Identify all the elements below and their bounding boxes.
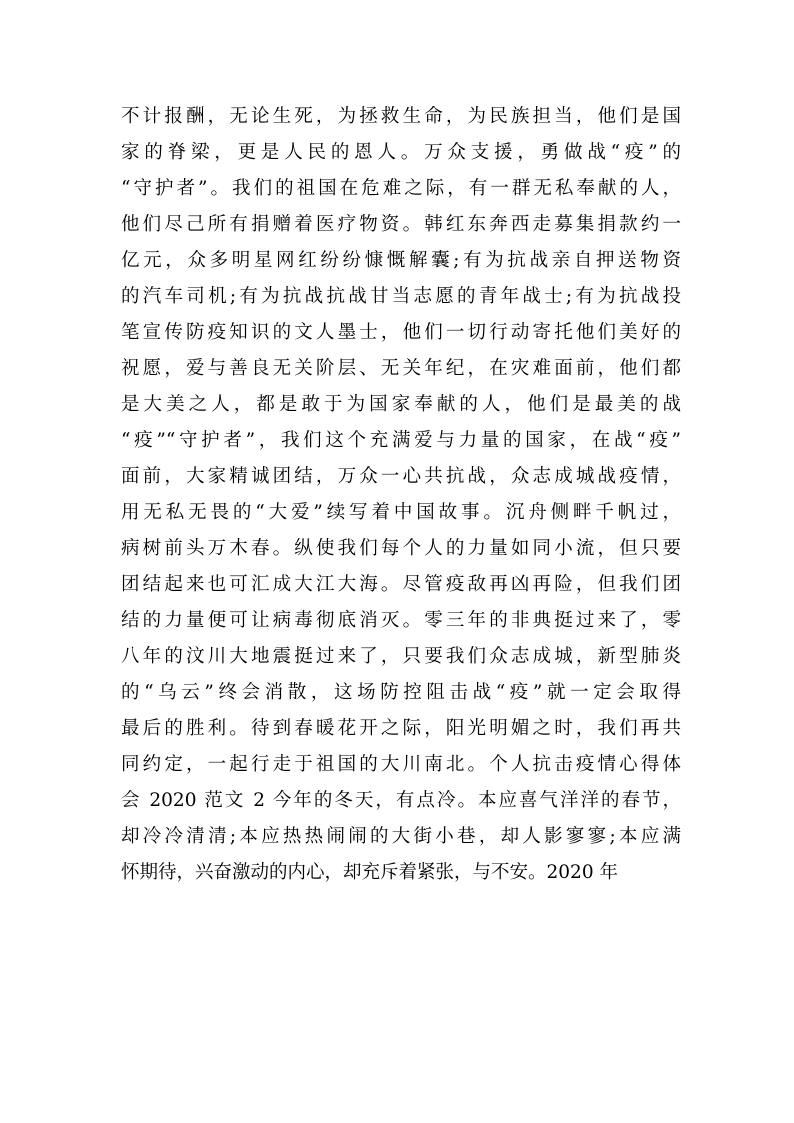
text-line: 亿元，众多明星网红纷纷慷慨解囊;有为抗战亲自押送物资 [121, 250, 681, 271]
text-line: 他们尽己所有捐赠着医疗物资。韩红东奔西走募集捐款约一 [121, 214, 681, 235]
text-line: 笔宣传防疫知识的文人墨士，他们一切行动寄托他们美好的 [121, 322, 681, 343]
text-line: 同约定，一起行走于祖国的大川南北。个人抗击疫情心得体 [121, 754, 681, 775]
text-line: “守护者”。我们的祖国在危难之际，有一群无私奉献的人， [121, 178, 681, 199]
text-line: 家的脊梁，更是人民的恩人。万众支援，勇做战“疫”的 [121, 142, 681, 163]
text-line: 结的力量便可让病毒彻底消灭。零三年的非典挺过来了，零 [121, 610, 681, 631]
text-line: 的汽车司机;有为抗战抗战甘当志愿的青年战士;有为抗战投 [121, 286, 681, 307]
text-line: 用无私无畏的“大爱”续写着中国故事。沉舟侧畔千帆过， [121, 502, 681, 523]
text-line: 的“乌云”终会消散，这场防控阻击战“疫”就一定会取得 [121, 682, 681, 703]
text-line: 祝愿，爱与善良无关阶层、无关年纪，在灾难面前，他们都 [121, 358, 681, 379]
text-line: 是大美之人，都是敢于为国家奉献的人，他们是最美的战 [121, 394, 681, 415]
text-line: 会 2020 范文 2 今年的冬天，有点冷。本应喜气洋洋的春节， [121, 790, 681, 811]
body-text [121, 99, 681, 891]
text-line: 八年的汶川大地震挺过来了，只要我们众志成城，新型肺炎 [121, 646, 681, 667]
text-line: 最后的胜利。待到春暖花开之际，阳光明媚之时，我们再共 [121, 718, 681, 739]
text-line: 病树前头万木春。纵使我们每个人的力量如同小流，但只要 [121, 538, 681, 559]
text-line: 不计报酬，无论生死，为拯救生命，为民族担当，他们是国 [121, 106, 681, 127]
text-line: “疫”“守护者”，我们这个充满爱与力量的国家，在战“疫” [121, 430, 681, 451]
text-line: 却冷冷清清;本应热热闹闹的大街小巷，却人影寥寥;本应满 [121, 826, 681, 847]
text-line: 团结起来也可汇成大江大海。尽管疫敌再凶再险，但我们团 [121, 574, 681, 595]
text-line: 怀期待，兴奋激动的内心，却充斥着紧张，与不安。2020 年 [121, 862, 618, 883]
text-line: 面前，大家精诚团结，万众一心共抗战，众志成城战疫情， [121, 466, 681, 487]
